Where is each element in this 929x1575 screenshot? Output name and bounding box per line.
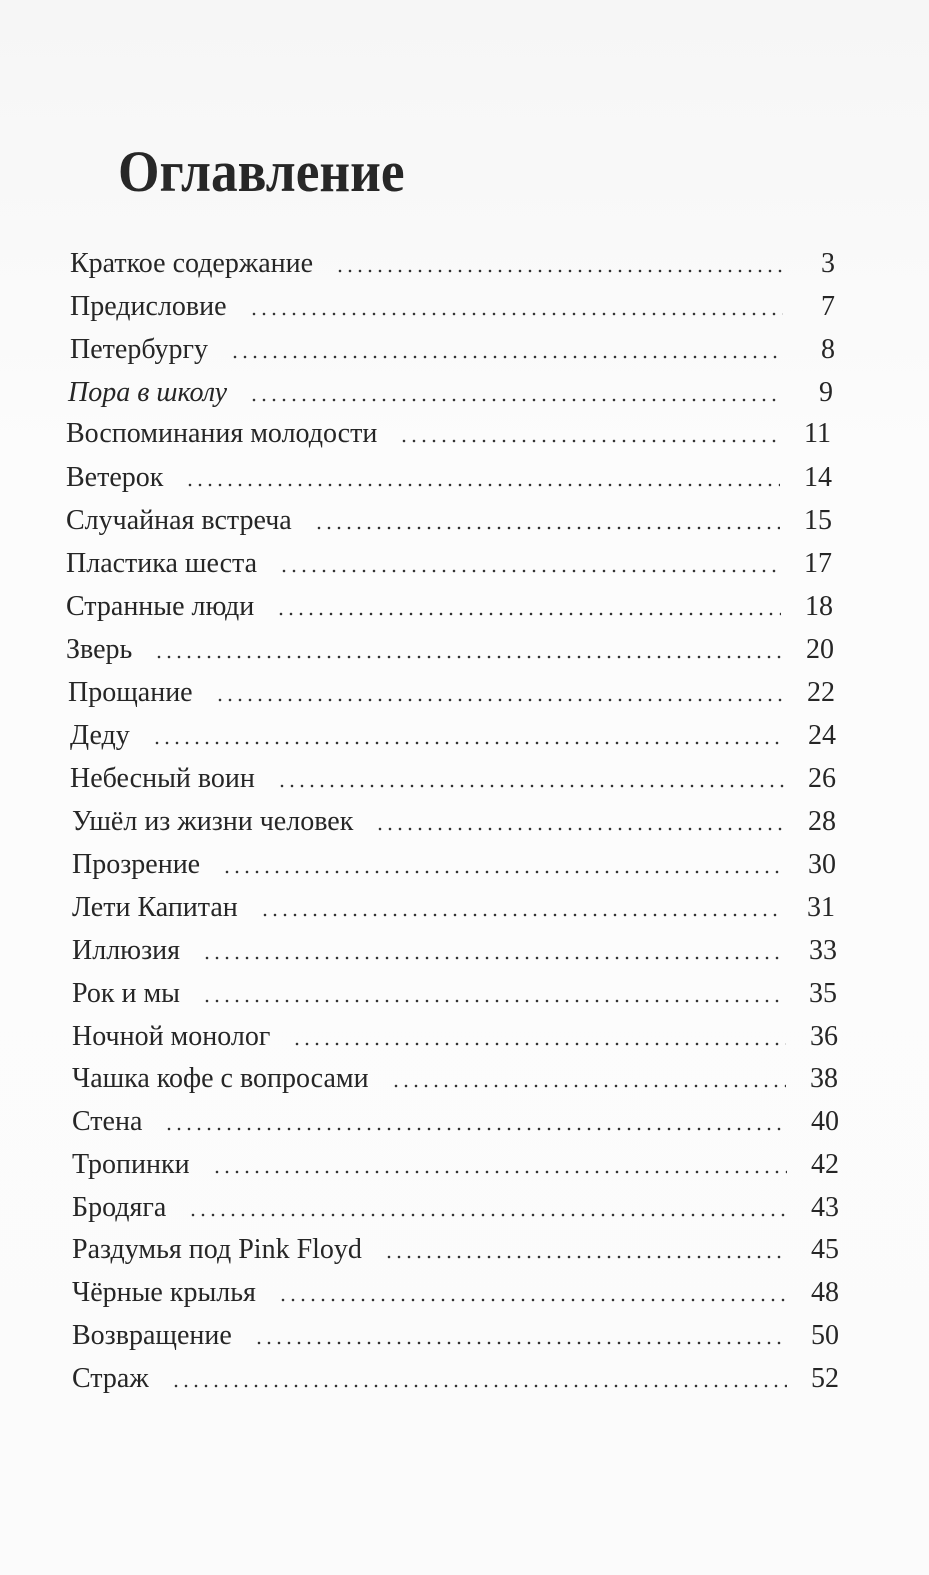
dot-leader [215, 698, 783, 702]
toc-entry-page: 43 [811, 1192, 839, 1223]
toc-entry [68, 676, 835, 710]
toc-entry-page: 7 [821, 291, 835, 322]
dot-leader [254, 1341, 787, 1345]
toc-entry-title: Тропинки [72, 1149, 190, 1180]
toc-entry-title: Раздумья под Pink Floyd [72, 1234, 362, 1265]
dot-leader [202, 956, 785, 960]
toc-entry-title: Страж [72, 1363, 149, 1394]
toc-entry-page: 45 [811, 1234, 839, 1265]
dot-leader [212, 1170, 787, 1174]
toc-entry-page: 20 [806, 634, 834, 665]
toc-entry-page: 42 [811, 1149, 839, 1180]
toc-entry-title: Чёрные крылья [72, 1277, 256, 1308]
toc-entry-page: 40 [811, 1106, 839, 1137]
toc-entry-title: Ушёл из жизни человек [72, 806, 354, 837]
toc-entry [66, 547, 832, 581]
toc-entry-page: 36 [810, 1021, 838, 1052]
toc-entry-page: 38 [810, 1063, 838, 1094]
dot-leader [230, 355, 783, 359]
dot-leader [375, 827, 784, 831]
toc-entry-title: Небесный воин [70, 763, 255, 794]
dot-leader [185, 483, 780, 487]
toc-entry-page: 52 [811, 1363, 839, 1394]
toc-entry-page: 18 [805, 591, 833, 622]
dot-leader [399, 439, 779, 443]
dot-leader [171, 1384, 787, 1388]
toc-entry-title: Пора в школу [68, 377, 228, 408]
dot-leader [335, 269, 783, 273]
toc-entry-page: 50 [811, 1320, 839, 1351]
dot-leader [222, 870, 784, 874]
toc-entry-title: Иллюзия [72, 935, 181, 966]
toc-entry-page: 28 [808, 806, 836, 837]
dot-leader [202, 999, 785, 1003]
toc-entry-title: Чашка кофе с вопросами [72, 1063, 369, 1094]
toc-entry [72, 934, 837, 968]
dot-leader [260, 913, 783, 917]
dot-leader [249, 398, 781, 402]
toc-entry [66, 417, 831, 451]
toc-entry-page: 8 [821, 334, 835, 365]
dot-leader [276, 612, 781, 616]
toc-entry-page: 48 [811, 1277, 839, 1308]
dot-leader [279, 569, 780, 573]
toc-entry-title: Прозрение [72, 849, 201, 880]
toc-entry-title: Стена [72, 1106, 143, 1137]
toc-entry [70, 247, 835, 281]
toc-entry [72, 1233, 839, 1267]
toc-entry-title: Странные люди [66, 591, 255, 622]
toc-entry-page: 3 [821, 248, 835, 279]
toc-entry-page: 9 [819, 377, 833, 408]
dot-leader [277, 784, 784, 788]
toc-entry-title: Пластика шеста [66, 548, 257, 579]
toc-entry [72, 1105, 839, 1139]
toc-entry-title: Деду [70, 720, 130, 751]
toc-entry-page: 24 [808, 720, 836, 751]
dot-leader [292, 1042, 786, 1046]
toc-entry-page: 33 [809, 935, 837, 966]
toc-entry [68, 376, 833, 410]
toc-entry [66, 633, 834, 667]
toc-entry-page: 11 [804, 418, 831, 449]
toc-entry-title: Предисловие [70, 291, 227, 322]
page-title: Оглавление [118, 139, 405, 204]
toc-entry-title: Ночной монолог [72, 1021, 271, 1052]
dot-leader [278, 1298, 787, 1302]
toc-entry [72, 1148, 839, 1182]
dot-leader [164, 1127, 787, 1131]
dot-leader [384, 1255, 787, 1259]
toc-entry-title: Зверь [66, 634, 133, 665]
toc-entry [72, 891, 835, 925]
toc-entry [72, 1319, 839, 1353]
dot-leader [154, 655, 782, 659]
toc-entry-page: 30 [808, 849, 836, 880]
toc-entry [72, 805, 836, 839]
toc-entry [70, 762, 836, 796]
toc-entry-title: Краткое содержание [70, 248, 314, 279]
toc-entry-title: Петербургу [70, 334, 208, 365]
toc-entry [70, 333, 835, 367]
toc-entry [72, 1276, 839, 1310]
toc-entry [66, 504, 832, 538]
toc-entry-page: 26 [808, 763, 836, 794]
toc-entry-page: 22 [807, 677, 835, 708]
toc-entry [66, 590, 833, 624]
toc-entry [66, 461, 832, 495]
toc-entry [72, 1062, 838, 1096]
dot-leader [249, 312, 783, 316]
toc-entry-title: Возвращение [72, 1320, 232, 1351]
toc-entry [72, 1362, 839, 1396]
toc-entry [70, 719, 836, 753]
toc-entry-page: 15 [804, 505, 832, 536]
toc-entry [72, 1191, 839, 1225]
toc-entry [70, 290, 835, 324]
toc-entry-page: 14 [804, 462, 832, 493]
dot-leader [188, 1213, 787, 1217]
toc-entry-page: 31 [807, 892, 835, 923]
toc-entry-title: Ветерок [66, 462, 164, 493]
toc-entry-title: Воспоминания молодости [66, 418, 378, 449]
toc-entry-page: 17 [804, 548, 832, 579]
toc-entry-title: Рок и мы [72, 978, 180, 1009]
toc-entry [72, 977, 837, 1011]
toc-entry-page: 35 [809, 978, 837, 1009]
toc-entry-title: Лети Капитан [72, 892, 238, 923]
toc-entry-title: Бродяга [72, 1192, 167, 1223]
dot-leader [314, 526, 780, 530]
dot-leader [391, 1084, 786, 1088]
toc-entry [72, 1020, 838, 1054]
toc-entry-title: Случайная встреча [66, 505, 292, 536]
dot-leader [152, 741, 784, 745]
toc-entry [72, 848, 836, 882]
toc-entry-title: Прощание [68, 677, 193, 708]
